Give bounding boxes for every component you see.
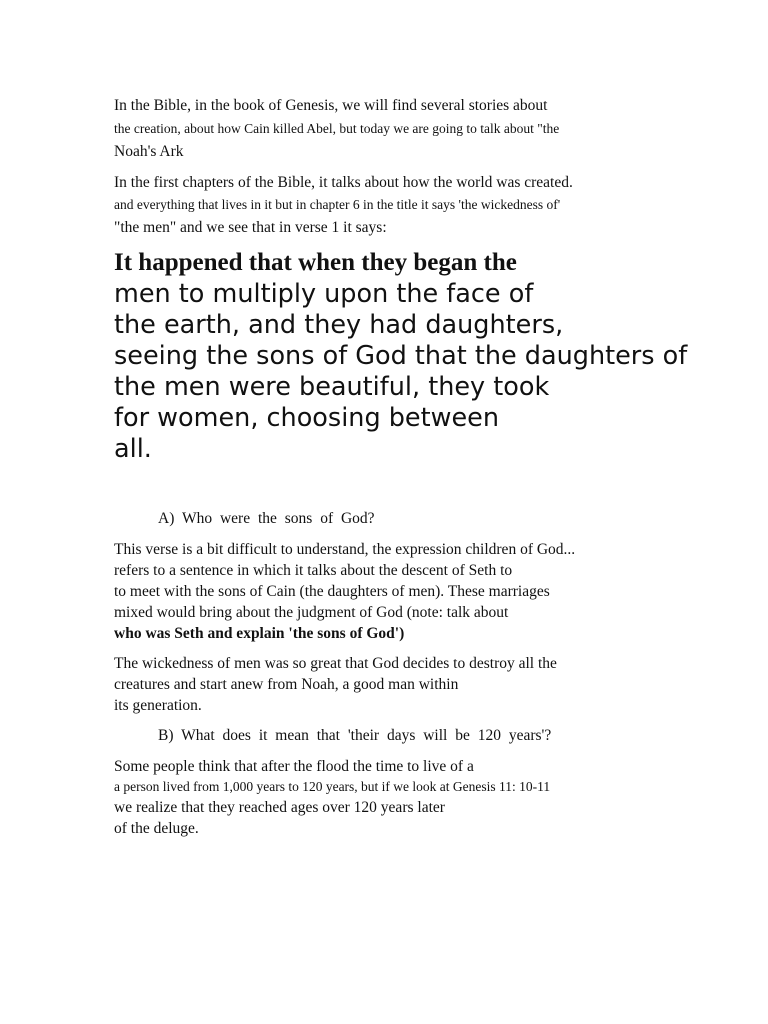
creation-line-2: and everything that lives in it but in chapter 6 in the title it says 'the wickedness of': [114, 197, 561, 212]
years-line-3: we realize that they reached ages over 120 years later: [114, 799, 445, 816]
sons-line-5: who was Seth and explain 'the sons of God'): [114, 625, 405, 642]
intro-line-2: the creation, about how Cain killed Abel, but today we are going to talk about "the: [114, 121, 560, 136]
sons-line-4: mixed would bring about the judgment of God (note: talk about: [114, 604, 509, 621]
intro-line-3: Noah's Ark: [114, 143, 184, 160]
question-b-heading: B) What does it mean that 'their days will be 120 years'?: [158, 727, 552, 744]
verse-line-6: for women, choosing between: [114, 403, 500, 433]
verse-line-2: men to multiply upon the face of: [114, 279, 534, 309]
wickedness-line-3: its generation.: [114, 697, 202, 714]
wickedness-line-1: The wickedness of men was so great that God decides to destroy all the: [114, 655, 557, 672]
question-a-heading: A) Who were the sons of God?: [158, 510, 375, 527]
verse-line-3: the earth, and they had daughters,: [114, 310, 564, 340]
wickedness-line-2: creatures and start anew from Noah, a good man within: [114, 676, 459, 693]
sons-line-2: refers to a sentence in which it talks about the descent of Seth to: [114, 562, 513, 579]
verse-line-1: It happened that when they began the: [114, 249, 517, 276]
years-line-2: a person lived from 1,000 years to 120 years, but if we look at Genesis 11: 10-11: [114, 779, 551, 794]
sons-line-3: to meet with the sons of Cain (the daughters of men). These marriages: [114, 583, 550, 600]
creation-line-1: In the first chapters of the Bible, it talks about how the world was created.: [114, 174, 573, 191]
verse-line-5: the men were beautiful, they took: [114, 372, 550, 402]
verse-line-7: all.: [114, 434, 152, 464]
creation-line-3: "the men" and we see that in verse 1 it says:: [114, 219, 387, 236]
intro-line-1: In the Bible, in the book of Genesis, we will find several stories about: [114, 97, 548, 114]
years-line-4: of the deluge.: [114, 820, 199, 837]
sons-line-1: This verse is a bit difficult to understand, the expression children of God...: [114, 541, 576, 558]
years-line-1: Some people think that after the flood the time to live of a: [114, 758, 474, 775]
verse-line-4: seeing the sons of God that the daughters of: [114, 341, 688, 371]
